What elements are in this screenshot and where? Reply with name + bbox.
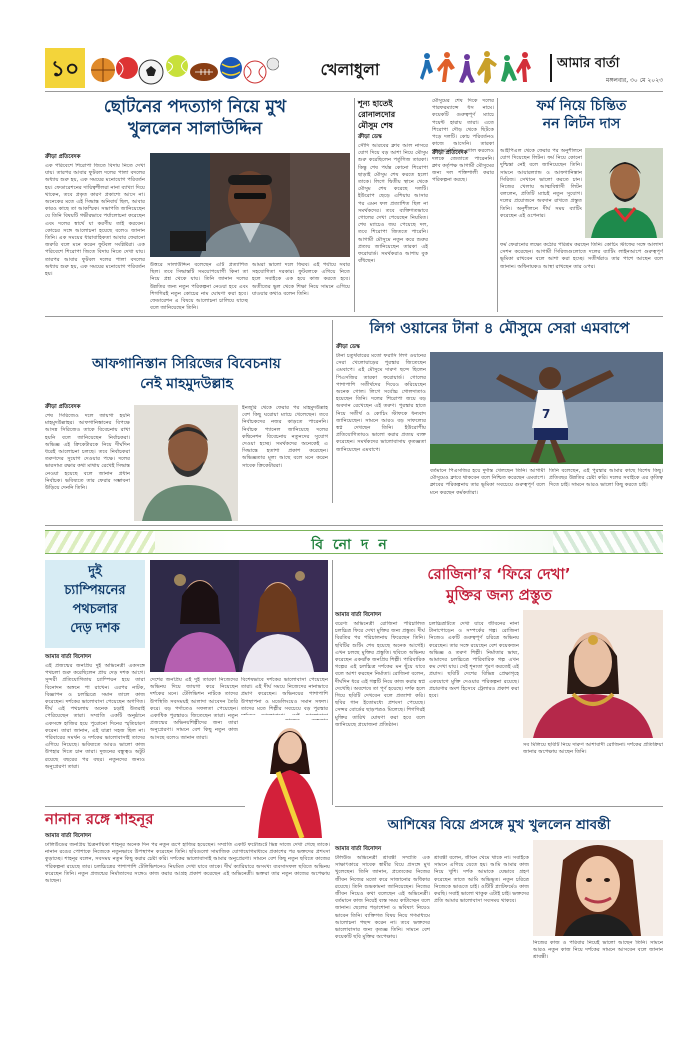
ronaldo-headline-line3: মৌসুম শেষ bbox=[358, 121, 393, 130]
sports-balls-graphic bbox=[89, 50, 279, 86]
shahnur-photo bbox=[248, 720, 330, 838]
mbappe-photo bbox=[430, 352, 663, 464]
salauddin-headline-line2: খুললেন সালাউদ্দিন bbox=[128, 119, 262, 139]
two-champions-headline-line4: দেড় দশক bbox=[70, 621, 120, 636]
liton-body-col2 bbox=[500, 242, 663, 312]
mbappe-headline: লিগ ওয়ানের টানা ৪ মৌসুমে সেরা এমবাপে bbox=[369, 319, 630, 337]
shahnur-byline: আমার বার্তা বিনোদন bbox=[45, 833, 92, 839]
shahnur-headline: নানান রঙ্গে শাহনূর bbox=[45, 810, 154, 828]
srabanti-body-col2 bbox=[434, 855, 529, 1005]
liton-body-col1 bbox=[500, 148, 582, 238]
salauddin-body-col2 bbox=[150, 262, 248, 312]
salauddin-byline: ক্রীড়া প্রতিবেদক bbox=[45, 154, 81, 160]
two-champions-body-col1 bbox=[45, 663, 145, 803]
entertainment-section-title: বিনোদন bbox=[311, 537, 397, 553]
two-champions-headline-line3: পথচলার bbox=[72, 602, 118, 617]
rojina-body-col1 bbox=[335, 621, 425, 771]
col-divider-1 bbox=[354, 98, 355, 312]
salauddin-headline-line1: ছোটনের পদত্যাগ নিয়ে মুখ bbox=[103, 97, 287, 117]
srabanti-byline: আমার বার্তা বিনোদন bbox=[335, 846, 382, 852]
rojina-headline-line2: মুক্তির জন্য প্রস্তুত bbox=[446, 586, 552, 604]
row-divider-4 bbox=[335, 806, 663, 807]
rojina-byline: আমার বার্তা বিনোদন bbox=[335, 612, 382, 618]
header-rule bbox=[45, 91, 663, 92]
two-champions-headline-line2: চ্যাম্পিয়নের bbox=[64, 583, 126, 598]
ronaldo-body-col1 bbox=[358, 143, 428, 312]
col-divider-2 bbox=[497, 98, 498, 312]
two-champions-byline: আমার বার্তা বিনোদন bbox=[45, 654, 92, 660]
mahmudullah-headline-line2: নেই মাহমুদউল্লাহ bbox=[140, 376, 233, 392]
rojina-headline-line1: রোজিনা’র ‘ফিরে দেখা’ bbox=[427, 565, 571, 583]
page-header bbox=[45, 48, 663, 88]
salauddin-photo bbox=[150, 153, 350, 257]
mbappe-body-col2 bbox=[430, 468, 545, 503]
srabanti-photo bbox=[533, 840, 663, 936]
two-champions-photo bbox=[150, 560, 328, 672]
ronaldo-body-col2 bbox=[432, 98, 494, 312]
mbappe-body-col3 bbox=[549, 468, 663, 503]
mahmudullah-body-col2 bbox=[242, 405, 328, 521]
ronaldo-headline-line1: শূন্য হাতেই bbox=[358, 99, 393, 108]
section-title: খেলাধুলা bbox=[320, 60, 380, 79]
mbappe-byline: ক্রীড়া ডেস্ক bbox=[336, 344, 360, 350]
athletes-silhouette-graphic bbox=[415, 48, 535, 88]
two-champions-body-col2 bbox=[150, 677, 238, 803]
two-champions-headline-line1: দুই bbox=[88, 564, 102, 579]
ronaldo-byline: ক্রীড়া ডেস্ক bbox=[358, 134, 382, 140]
salauddin-body-col3 bbox=[252, 262, 350, 312]
mahmudullah-byline: ক্রীড়া প্রতিবেদক bbox=[45, 404, 81, 410]
srabanti-body-col1 bbox=[335, 855, 430, 1005]
rojina-body-col3 bbox=[523, 742, 663, 771]
masthead-logo: আমার বার্তা bbox=[557, 56, 620, 71]
header-date: মঙ্গলবার, ৩০ মে ২০২৩ bbox=[606, 77, 663, 84]
row-divider-2 bbox=[45, 525, 663, 526]
entertainment-banner bbox=[45, 530, 663, 554]
shahnur-body bbox=[45, 842, 330, 1002]
masthead-divider bbox=[550, 54, 552, 82]
mahmudullah-body-col1 bbox=[45, 413, 130, 521]
liton-headline-line1: ফর্ম নিয়ে চিন্তিত bbox=[536, 98, 627, 114]
ronaldo-headline-line2: রোনালদোর bbox=[358, 110, 396, 119]
svg-text:7: 7 bbox=[542, 407, 551, 421]
mbappe-body-col1 bbox=[336, 353, 426, 503]
page-number: ১০ bbox=[50, 57, 80, 82]
rojina-photo bbox=[523, 610, 663, 738]
srabanti-body-col3 bbox=[533, 940, 663, 1005]
liton-photo bbox=[585, 148, 663, 238]
mahmudullah-headline-line1: আফগানিস্তান সিরিজের বিবেচনায় bbox=[92, 356, 281, 372]
col-divider-3 bbox=[332, 320, 333, 503]
two-champions-body-col3 bbox=[241, 677, 328, 715]
col-divider-4 bbox=[332, 560, 333, 805]
salauddin-body-col1 bbox=[45, 163, 145, 311]
mahmudullah-photo bbox=[134, 405, 238, 521]
srabanti-headline: আশিষের বিয়ে প্রসঙ্গে মুখ খুললেন শ্রাবন্তী bbox=[387, 817, 611, 833]
liton-headline-line2: নন লিটন দাস bbox=[542, 116, 621, 132]
row-divider-3 bbox=[45, 806, 245, 807]
row-divider-1 bbox=[45, 316, 663, 317]
rojina-body-col2 bbox=[429, 621, 519, 771]
liton-byline: ক্রীড়া প্রতিবেদক bbox=[432, 150, 468, 156]
